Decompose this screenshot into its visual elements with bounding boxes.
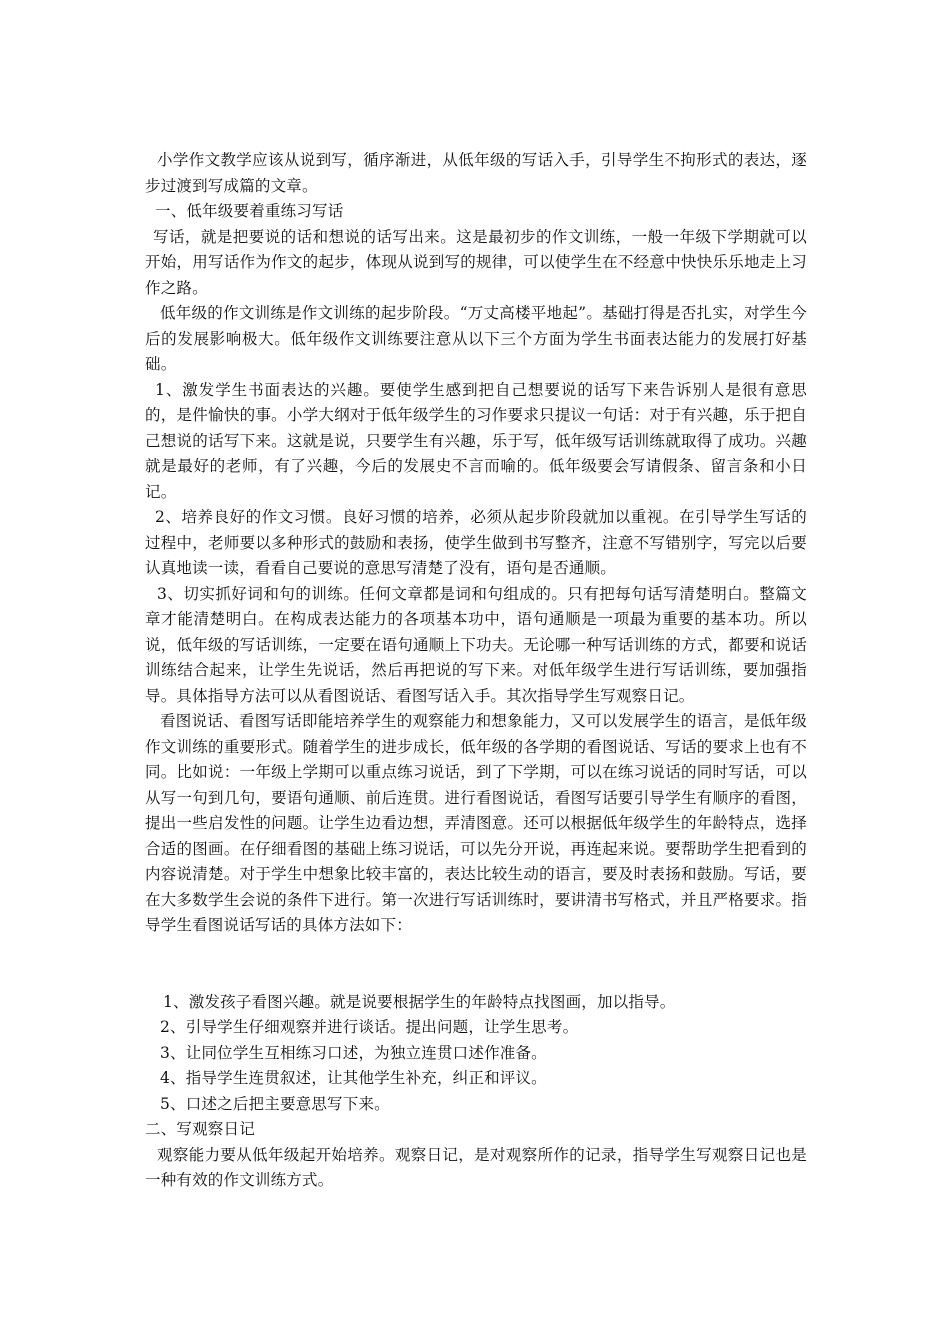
section-1-heading: 一、低年级要着重练习写话 [155, 202, 344, 220]
point-3-paragraph: 3、切实抓好词和句的训练。任何文章都是词和句组成的。只有把每句话写清楚明白。整篇文章才能清楚明白。在构成表达能力的各项基本功中，语句通顺是一项最为重要的基本功。所以说，低年级的写话训练，一定要在语句通顺上下功夫。无论哪一种写话训练的方式，都要和说话训练结合起来，让学生先说话，然后再把说的写下来。对低年级学生进行写话训练，要加强指导。具体指导方法可以从看图说话、看图写话入手。其次指导学生写观察日记。 [145, 584, 807, 705]
step-item: 2、引导学生仔细观察并进行谈话。提出问题，让学生思考。 [160, 1018, 579, 1036]
step-item: 1、激发孩子看图兴趣。就是说要根据学生的年龄特点找图画，加以指导。 [163, 992, 676, 1011]
step-item: 3、让同位学生互相练习口述，为独立连贯口述作准备。 [160, 1043, 547, 1062]
step-item: 4、指导学生连贯叙述，让其他学生补充，纠正和评议。 [160, 1069, 547, 1087]
foundation-paragraph: 低年级的作文训练是作文训练的起步阶段。“万丈高楼平地起”。基础打得是否扎实，对学生今后的发展影响极大。低年级作文训练要注意从以下三个方面为学生书面表达能力的发展打好基础。 [145, 304, 807, 373]
step-item: 5、口述之后把主要意思写下来。 [160, 1094, 390, 1113]
document-body [145, 148, 807, 1194]
blank-gap [145, 939, 807, 990]
writing-definition-paragraph: 写话，就是把要说的话和想说的话写出来。这是最初步的作文训练，一般一年级下学期就可以开始，用写话作为作文的起步，体现从说到写的规律，可以使学生在不经意中快快乐乐地走上习作之路。 [145, 227, 807, 297]
picture-talk-paragraph: 看图说话、看图写话即能培养学生的观察能力和想象能力，又可以发展学生的语言，是低年级作文训练的重要形式。随着学生的进步成长，低年级的各学期的看图说话、写话的要求上也有不同。比如说：一年级上学期可以重点练习说话，到了下学期，可以在练习说话的同时写话，可以从写一句到几句，要语句通顺、前后连贯。进行看图说话，看图写话要引导学生有顺序的看图，提出一些启发性的问题。让学生边看边想，弄清图意。还可以根据低年级学生的年龄特点，选择合适的图画。在仔细看图的基础上练习说话，可以先分开说，再连起来说。要帮助学生把看到的内容说清楚。对于学生中想象比较丰富的，表达比较生动的语言，要及时表扬和鼓励。写话，要在大多数学生会说的条件下进行。第一次进行写话训练时，要讲清书写格式，并且严格要求。指导学生看图说话写话的具体方法如下： [145, 712, 807, 934]
point-1-paragraph: 1、激发学生书面表达的兴趣。要使学生感到把自己想要说的话写下来告诉别人是很有意思的，是件愉快的事。小学大纲对于低年级学生的习作要求只提议一句话：对于有兴趣，乐于把自己想说的话写下来。这就是说，只要学生有兴趣，乐于写，低年级写话训练就取得了成功。兴趣就是最好的老师，有了兴趣，今后的发展史不言而喻的。低年级要会写请假条、留言条和小日记。 [145, 380, 807, 501]
intro-paragraph: 小学作文教学应该从说到写，循序渐进，从低年级的写话入手，引导学生不拘形式的表达，逐步过渡到写成篇的文章。 [145, 151, 807, 195]
section-2-heading: 二、写观察日记 [145, 1120, 255, 1138]
diary-paragraph: 观察能力要从低年级起开始培养。观察日记，是对观察所作的记录，指导学生写观察日记也是一种有效的作文训练方式。 [145, 1145, 807, 1189]
point-2-paragraph: 2、培养良好的作文习惯。良好习惯的培养，必须从起步阶段就加以重视。在引导学生写话的过程中，老师要以多种形式的鼓励和表扬，使学生做到书写整齐，注意不写错别字，写完以后要认真地读一读，看看自己要说的意思写清楚了没有，语句是否通顺。 [145, 508, 807, 577]
